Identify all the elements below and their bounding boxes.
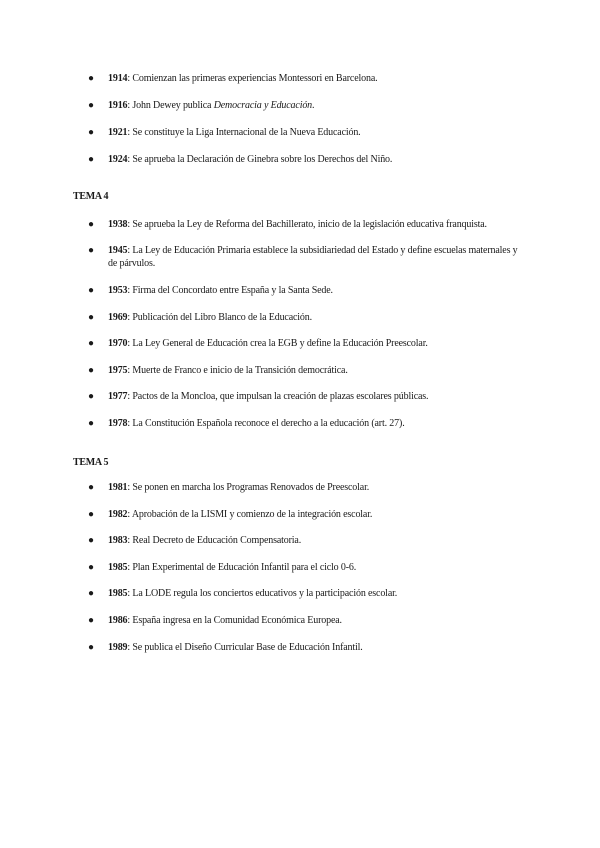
- item-desc: : Se publica el Diseño Curricular Base de Educación Infantil.: [127, 642, 363, 653]
- item-text: [108, 284, 518, 297]
- bullet-icon: ●: [88, 535, 95, 546]
- item-year: 1916: [108, 100, 128, 111]
- item-desc: : Se constituye la Liga Internacional de la Nueva Educación.: [127, 127, 361, 138]
- item-text: [108, 508, 518, 521]
- bullet-icon: ●: [88, 562, 95, 573]
- item-desc: : Pactos de la Moncloa, que impulsan la creación de plazas escolares públicas.: [127, 391, 429, 402]
- bullet-icon: ●: [88, 154, 95, 165]
- bullet-icon: ●: [88, 509, 95, 520]
- item-text: [108, 153, 518, 166]
- item-year: 1982: [108, 509, 128, 520]
- item-year: 1953: [108, 285, 128, 296]
- bullet-icon: ●: [88, 588, 95, 599]
- item-year: 1914: [108, 73, 128, 84]
- bullet-icon: ●: [88, 642, 95, 653]
- bullet-icon: ●: [88, 338, 95, 349]
- item-text: [108, 311, 518, 324]
- item-desc: : Se aprueba la Ley de Reforma del Bachillerato, inicio de la legislación educativa franquista.: [127, 219, 487, 230]
- item-desc: : Aprobación de la LISMI y comienzo de la integración escolar.: [127, 509, 373, 520]
- item-year: 1945: [108, 245, 128, 256]
- item-after: .: [312, 100, 315, 111]
- item-desc: : La Constitución Española reconoce el derecho a la educación (art. 27).: [127, 418, 405, 429]
- bullet-icon: ●: [88, 100, 95, 111]
- bullet-icon: ●: [88, 245, 95, 256]
- item-year: 1989: [108, 642, 128, 653]
- bullet-icon: ●: [88, 285, 95, 296]
- bullet-icon: ●: [88, 219, 95, 230]
- item-text: [108, 587, 518, 600]
- item-text: [108, 534, 518, 547]
- bullet-icon: ●: [88, 482, 95, 493]
- item-text: [108, 244, 518, 270]
- item-year: 1969: [108, 312, 128, 323]
- item-year: 1985: [108, 562, 128, 573]
- item-text: [108, 481, 518, 494]
- item-text: [108, 99, 518, 112]
- item-year: 1983: [108, 535, 128, 546]
- bullet-icon: ●: [88, 73, 95, 84]
- item-text: [108, 126, 518, 139]
- bullet-icon: ●: [88, 418, 95, 429]
- bullet-icon: ●: [88, 127, 95, 138]
- item-year: 1977: [108, 391, 128, 402]
- item-desc: : Comienzan las primeras experiencias Montessori en Barcelona.: [127, 73, 378, 84]
- item-text: [108, 561, 518, 574]
- section-title-tema-4: TEMA 4: [73, 191, 109, 202]
- bullet-icon: ●: [88, 365, 95, 376]
- item-year: 1938: [108, 219, 128, 230]
- item-year: 1978: [108, 418, 128, 429]
- item-year: 1970: [108, 338, 128, 349]
- item-year: 1986: [108, 615, 128, 626]
- item-desc: : Firma del Concordato entre España y la Santa Sede.: [127, 285, 333, 296]
- item-year: 1921: [108, 127, 128, 138]
- item-year: 1981: [108, 482, 128, 493]
- item-text: [108, 337, 518, 350]
- bullet-icon: ●: [88, 312, 95, 323]
- item-desc: : España ingresa en la Comunidad Económica Europea.: [127, 615, 342, 626]
- item-text: [108, 364, 518, 377]
- bullet-icon: ●: [88, 391, 95, 402]
- item-desc: : La Ley de Educación Primaria establece la subsidiariedad del Estado y define escuelas maternales y de párvulos.: [108, 245, 518, 269]
- item-text: [108, 72, 518, 85]
- item-year: 1985: [108, 588, 128, 599]
- item-desc: : La Ley General de Educación crea la EGB y define la Educación Preescolar.: [127, 338, 428, 349]
- item-text: [108, 641, 518, 654]
- bullet-icon: ●: [88, 615, 95, 626]
- item-text: [108, 218, 518, 231]
- item-year: 1975: [108, 365, 128, 376]
- item-italic: Democracia y Educación: [213, 100, 313, 111]
- item-desc: : Real Decreto de Educación Compensatoria.: [127, 535, 302, 546]
- item-desc: : Plan Experimental de Educación Infantil para el ciclo 0-6.: [127, 562, 357, 573]
- item-desc: : John Dewey publica: [127, 100, 214, 111]
- item-desc: : Publicación del Libro Blanco de la Educación.: [127, 312, 312, 323]
- item-text: [108, 390, 518, 403]
- item-desc: : Se ponen en marcha los Programas Renovados de Preescolar.: [127, 482, 370, 493]
- section-title-tema-5: TEMA 5: [73, 457, 109, 468]
- item-desc: : Se aprueba la Declaración de Ginebra sobre los Derechos del Niño.: [127, 154, 393, 165]
- item-text: [108, 417, 518, 430]
- item-desc: : La LODE regula los conciertos educativos y la participación escolar.: [127, 588, 398, 599]
- item-year: 1924: [108, 154, 128, 165]
- item-text: [108, 614, 518, 627]
- item-desc: : Muerte de Franco e inicio de la Transición democrática.: [127, 365, 348, 376]
